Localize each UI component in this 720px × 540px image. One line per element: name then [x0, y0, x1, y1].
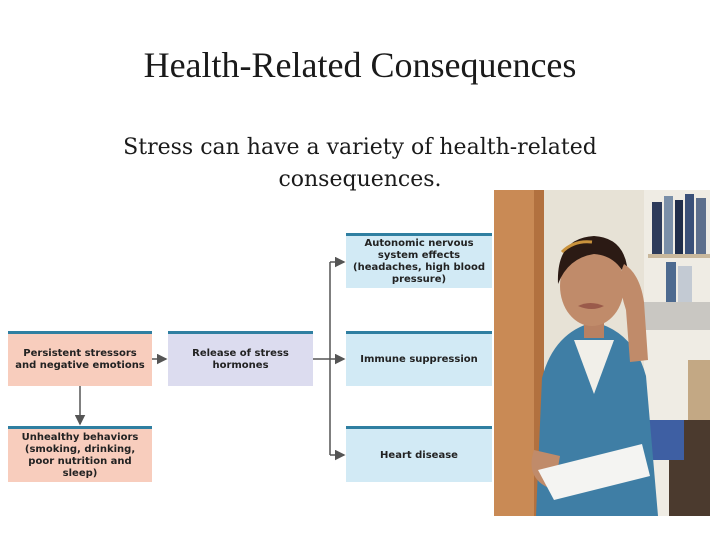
stressors-box: Persistent stressors and negative emotions — [8, 331, 152, 386]
slide-title: Health-Related Consequences — [143, 45, 577, 85]
behaviors-box: Unhealthy behaviors (smoking, drinking, poor nutrition and sleep) — [8, 426, 152, 482]
stressed-woman-photo — [494, 190, 710, 516]
autonomic-box: Autonomic nervous system effects (headaches, high blood pressure) — [346, 233, 492, 288]
hormones-box: Release of stress hormones — [168, 331, 313, 386]
slide-subtitle: Stress can have a variety of health-related consequences. — [123, 135, 597, 192]
heart-box: Heart disease — [346, 426, 492, 482]
immune-box: Immune suppression — [346, 331, 492, 386]
